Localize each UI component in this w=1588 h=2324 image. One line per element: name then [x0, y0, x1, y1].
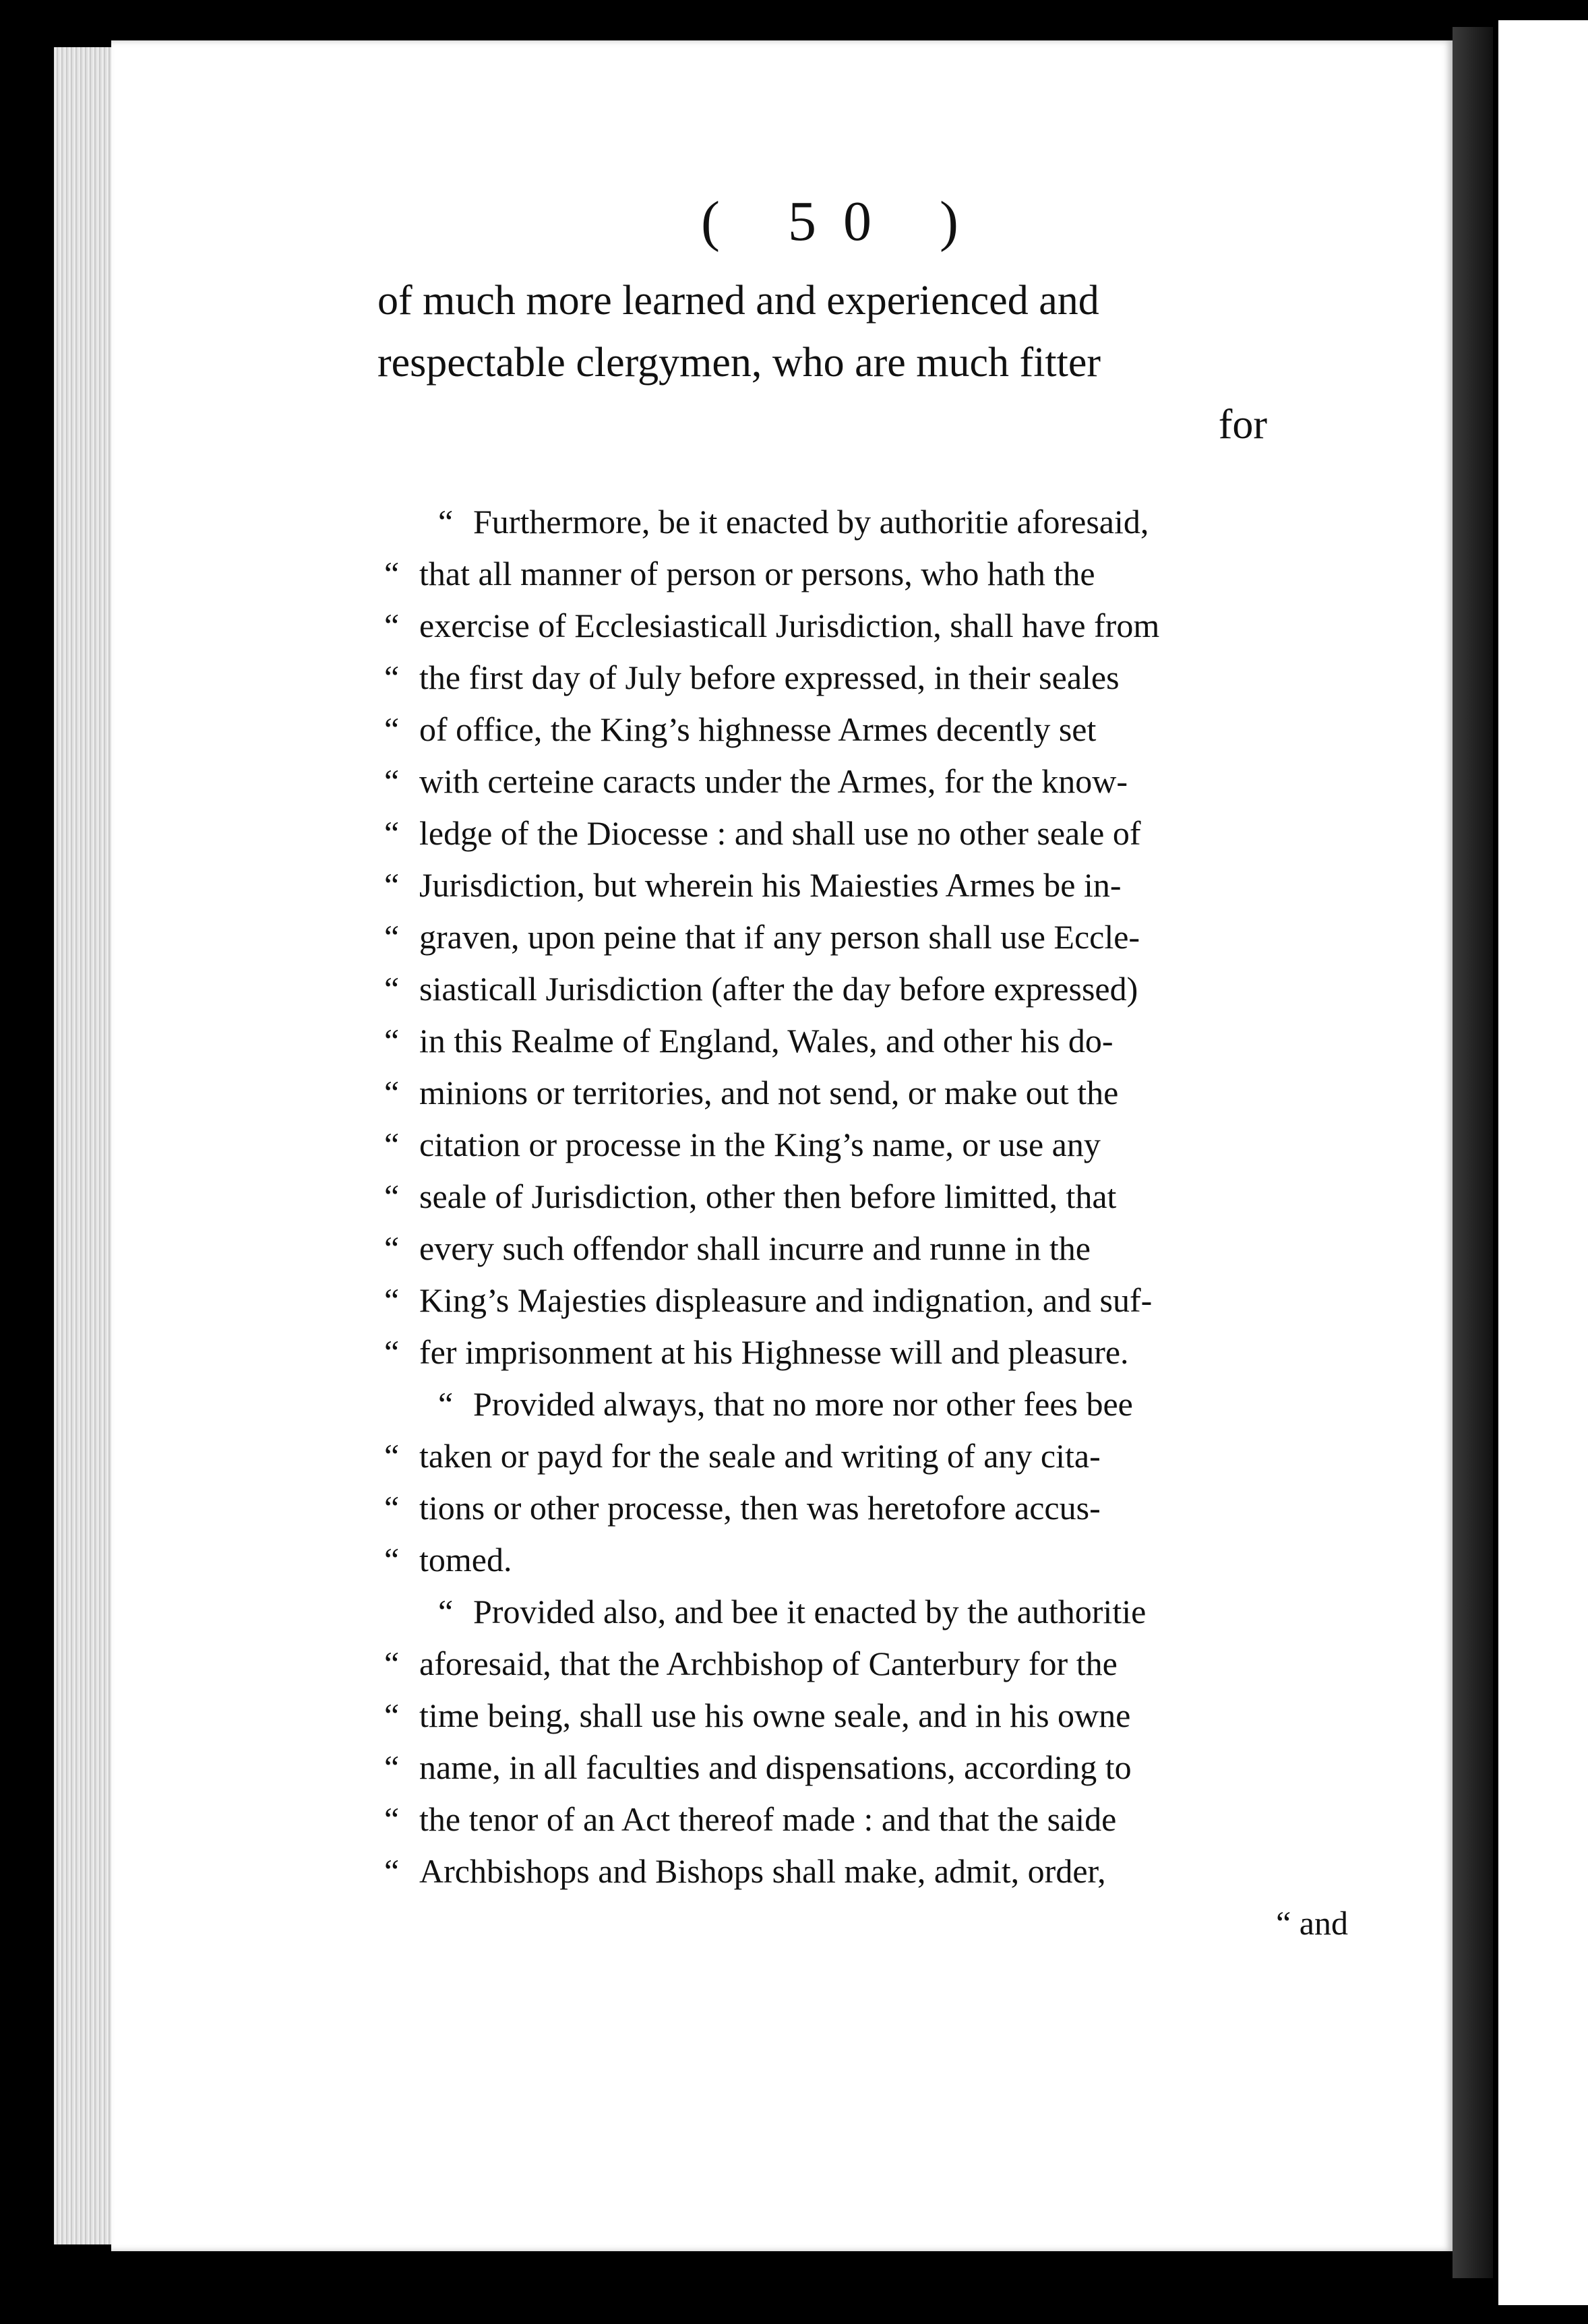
- quote-mark: “: [384, 1489, 400, 1527]
- quoted-line: [384, 911, 1355, 963]
- quoted-line-text: exercise of Ecclesiasticall Jurisdiction, shall have from: [419, 607, 1160, 644]
- quote-mark: “: [384, 1696, 400, 1734]
- quote-mark: “: [384, 1333, 400, 1371]
- quoted-line-text: time being, shall use his owne seale, and in his owne: [419, 1696, 1131, 1734]
- quoted-line: [384, 1067, 1355, 1119]
- quoted-line-text: Furthermore, be it enacted by authoritie aforesaid,: [473, 503, 1149, 541]
- quoted-line-text: Provided always, that no more nor other fees bee: [473, 1385, 1133, 1423]
- quoted-statute: [384, 496, 1355, 1897]
- quoted-line: [384, 652, 1355, 704]
- quoted-line-text: in this Realme of England, Wales, and other his do-: [419, 1022, 1113, 1060]
- quote-mark: “: [384, 1852, 400, 1890]
- quote-mark: “: [384, 970, 400, 1008]
- quoted-line: [384, 756, 1355, 807]
- quoted-line-text: minions or territories, and not send, or make out the: [419, 1074, 1119, 1111]
- quote-mark: “: [384, 1022, 400, 1060]
- quote-mark: “: [438, 503, 454, 541]
- quoted-line: [384, 1534, 1355, 1586]
- continuation-line: respectable clergymen, who are much fitter: [377, 340, 1101, 386]
- quote-mark: “: [384, 1126, 400, 1163]
- quoted-line-text: seale of Jurisdiction, other then before limitted, that: [419, 1178, 1117, 1215]
- quoted-line-text: the first day of July before expressed, in their seales: [419, 659, 1120, 696]
- catchword-bottom: “ and: [1276, 1904, 1348, 1942]
- quote-mark: “: [384, 1229, 400, 1267]
- quoted-line-text: Archbishops and Bishops shall make, admit, order,: [419, 1852, 1106, 1890]
- quoted-line-text: tomed.: [419, 1541, 512, 1579]
- quoted-line: [384, 600, 1355, 652]
- quoted-line: [384, 704, 1355, 756]
- quoted-line-text: Jurisdiction, but wherein his Maiesties Armes be in-: [419, 866, 1122, 904]
- quoted-line-text: every such offendor shall incurre and runne in the: [419, 1229, 1091, 1267]
- quoted-line: [384, 496, 1355, 548]
- page-stack-edge: [54, 47, 115, 2244]
- page-number: ( 50 ): [701, 190, 985, 253]
- quoted-line-text: siasticall Jurisdiction (after the day before expressed): [419, 970, 1138, 1008]
- quoted-line: [384, 548, 1355, 600]
- quoted-line-text: with certeine caracts under the Armes, for the know-: [419, 762, 1128, 800]
- quote-mark: “: [384, 866, 400, 904]
- quoted-line: [384, 1482, 1355, 1534]
- quoted-line-text: that all manner of person or persons, who hath the: [419, 555, 1095, 592]
- facing-page: [1493, 20, 1588, 2305]
- quote-mark: “: [438, 1385, 454, 1423]
- quoted-line-text: King’s Majesties displeasure and indignation, and suf-: [419, 1281, 1153, 1319]
- quoted-line: [384, 1015, 1355, 1067]
- catchword-top: for: [1218, 402, 1267, 448]
- quoted-line-text: Provided also, and bee it enacted by the authoritie: [473, 1593, 1147, 1630]
- quote-mark: “: [384, 1281, 400, 1319]
- quoted-line-text: the tenor of an Act thereof made : and that the saide: [419, 1800, 1117, 1838]
- quote-mark: “: [384, 1178, 400, 1215]
- quote-mark: “: [384, 918, 400, 956]
- quoted-line: [384, 1326, 1355, 1378]
- quoted-line: [384, 1378, 1355, 1430]
- quoted-line-text: citation or processe in the King’s name, or use any: [419, 1126, 1101, 1163]
- quoted-line-text: graven, upon peine that if any person shall use Eccle-: [419, 918, 1140, 956]
- quote-mark: “: [384, 607, 400, 644]
- quote-mark: “: [438, 1593, 454, 1630]
- quoted-line-text: tions or other processe, then was heretofore accus-: [419, 1489, 1101, 1527]
- quoted-line: [384, 1171, 1355, 1223]
- quote-mark: “: [384, 710, 400, 748]
- quote-mark: “: [384, 762, 400, 800]
- quoted-line-text: taken or payd for the seale and writing of any cita-: [419, 1437, 1101, 1475]
- quoted-line: [384, 963, 1355, 1015]
- continuation-line: of much more learned and experienced and: [377, 278, 1099, 324]
- quote-mark: “: [384, 1437, 400, 1475]
- quoted-line: [384, 1119, 1355, 1171]
- quoted-line: [384, 1845, 1355, 1897]
- quoted-line: [384, 1794, 1355, 1845]
- quote-mark: “: [384, 659, 400, 696]
- gutter-shadow: [1453, 27, 1493, 2278]
- quoted-line-text: fer imprisonment at his Highnesse will and pleasure.: [419, 1333, 1129, 1371]
- quoted-line: [384, 1742, 1355, 1794]
- quote-mark: “: [384, 814, 400, 852]
- quoted-line-text: of office, the King’s highnesse Armes decently set: [419, 710, 1097, 748]
- quote-mark: “: [384, 1645, 400, 1682]
- quote-mark: “: [384, 1541, 400, 1579]
- quoted-line: [384, 859, 1355, 911]
- quoted-line: [384, 807, 1355, 859]
- quote-mark: “: [384, 1074, 400, 1111]
- quoted-line: [384, 1638, 1355, 1690]
- quote-mark: “: [384, 555, 400, 592]
- quoted-line: [384, 1275, 1355, 1326]
- quoted-line: [384, 1586, 1355, 1638]
- quoted-line: [384, 1690, 1355, 1742]
- quoted-line-text: name, in all faculties and dispensations, according to: [419, 1748, 1132, 1786]
- quote-mark: “: [384, 1748, 400, 1786]
- body-text: [377, 270, 1348, 1949]
- quoted-line: [384, 1223, 1355, 1275]
- quote-mark: “: [384, 1800, 400, 1838]
- quoted-line-text: aforesaid, that the Archbishop of Canterbury for the: [419, 1645, 1118, 1682]
- quoted-line: [384, 1430, 1355, 1482]
- quoted-line-text: ledge of the Diocesse : and shall use no other seale of: [419, 814, 1141, 852]
